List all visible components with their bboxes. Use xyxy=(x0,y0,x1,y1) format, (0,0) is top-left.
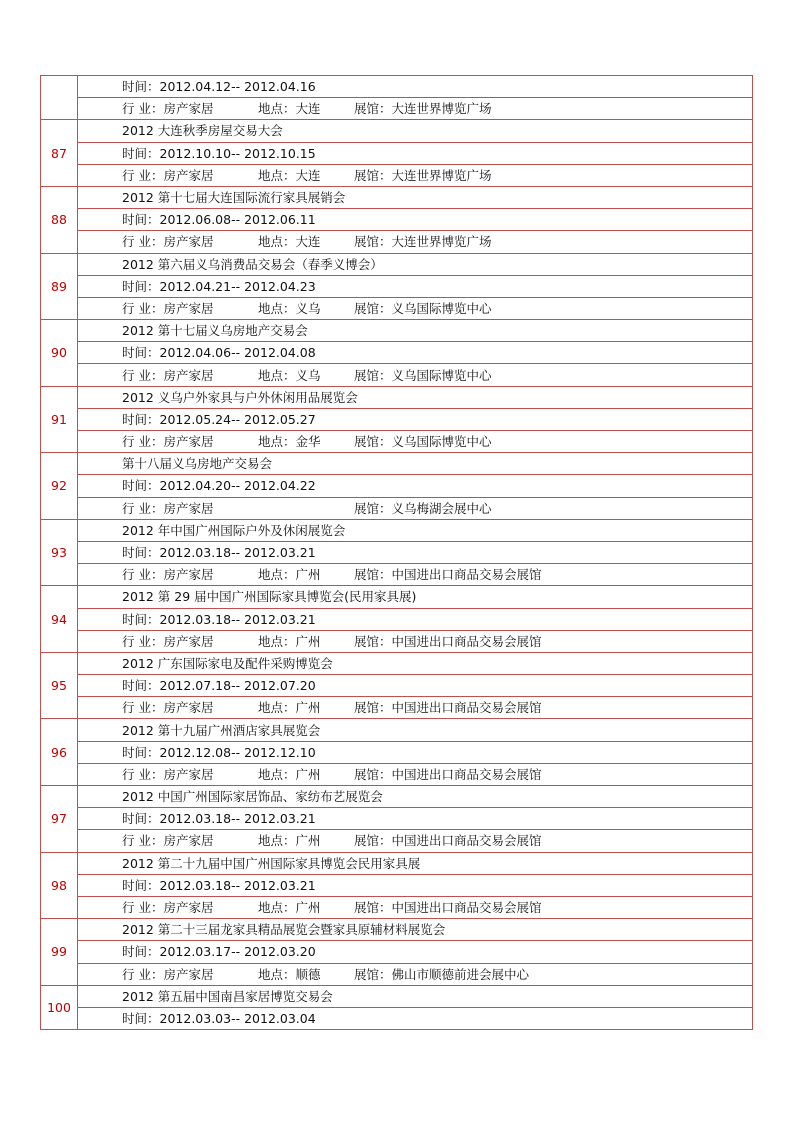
exhibition-table-body xyxy=(41,76,753,1030)
exhibit-row-title xyxy=(41,386,753,408)
venue-label: 展馆： xyxy=(354,367,392,383)
venue-label: 展馆： xyxy=(354,434,392,450)
location-field xyxy=(258,98,354,119)
entry-venue: 大连世界博览广场 xyxy=(391,167,492,183)
exhibit-row-ind xyxy=(41,830,753,852)
venue-field xyxy=(354,631,542,652)
location-field xyxy=(258,564,354,585)
entry-ind-cell xyxy=(78,963,753,985)
time-label: 时间： xyxy=(122,212,160,228)
entry-number: 100 xyxy=(41,985,78,1029)
industry-field xyxy=(122,231,258,252)
entry-number xyxy=(41,76,78,120)
time-label: 时间： xyxy=(122,278,160,294)
entry-time: 2012.03.18-- 2012.03.21 xyxy=(159,811,316,827)
location-field xyxy=(258,231,354,252)
industry-field xyxy=(122,631,258,652)
exhibit-row-title xyxy=(41,985,753,1007)
exhibit-row-time xyxy=(41,941,753,963)
venue-field xyxy=(354,697,542,718)
industry-label: 行 业： xyxy=(122,966,164,982)
entry-time-cell xyxy=(78,275,753,297)
exhibit-row-time xyxy=(41,675,753,697)
industry-field xyxy=(122,165,258,186)
entry-title-cell xyxy=(78,719,753,741)
entry-location: 广州 xyxy=(295,833,321,849)
exhibit-row-time xyxy=(41,541,753,563)
entry-venue: 中国进出口商品交易会展馆 xyxy=(391,766,542,782)
entry-industry: 房产家居 xyxy=(163,167,214,183)
entry-location: 顺德 xyxy=(295,966,321,982)
time-label: 时间： xyxy=(122,811,160,827)
location-field xyxy=(258,830,354,851)
industry-field xyxy=(122,365,258,386)
entry-industry: 房产家居 xyxy=(163,966,214,982)
entry-time-cell xyxy=(78,1007,753,1029)
exhibit-row-ind xyxy=(41,763,753,785)
industry-field xyxy=(122,764,258,785)
venue-label: 展馆： xyxy=(354,234,392,250)
entry-location: 大连 xyxy=(295,167,321,183)
exhibit-row-ind xyxy=(41,164,753,186)
industry-field xyxy=(122,431,258,452)
entry-time-cell xyxy=(78,475,753,497)
exhibit-row-time xyxy=(41,741,753,763)
exhibit-row-ind xyxy=(41,297,753,319)
industry-field xyxy=(122,298,258,319)
entry-title: 2012 第二十九届中国广州国际家具博览会民用家具展 xyxy=(122,855,421,871)
exhibit-row-title xyxy=(41,519,753,541)
entry-time-cell xyxy=(78,209,753,231)
entry-number: 98 xyxy=(41,852,78,919)
entry-venue: 义乌国际博览中心 xyxy=(391,367,492,383)
entry-title: 第十八届义乌房地产交易会 xyxy=(122,456,273,472)
time-label: 时间： xyxy=(122,79,160,95)
exhibit-row-time xyxy=(41,475,753,497)
location-field xyxy=(258,165,354,186)
time-label: 时间： xyxy=(122,345,160,361)
entry-industry: 房产家居 xyxy=(163,833,214,849)
entry-time-cell xyxy=(78,342,753,364)
exhibit-row-ind xyxy=(41,630,753,652)
industry-label: 行 业： xyxy=(122,700,164,716)
entry-ind-cell xyxy=(78,431,753,453)
entry-time: 2012.04.06-- 2012.04.08 xyxy=(159,345,316,361)
entry-ind-cell xyxy=(78,630,753,652)
exhibit-row-ind xyxy=(41,431,753,453)
industry-field xyxy=(122,964,258,985)
location-field xyxy=(258,697,354,718)
entry-location: 大连 xyxy=(295,101,321,117)
entry-location: 广州 xyxy=(295,567,321,583)
entry-time-cell xyxy=(78,741,753,763)
entry-ind-cell xyxy=(78,830,753,852)
entry-number: 99 xyxy=(41,919,78,986)
entry-time: 2012.12.08-- 2012.12.10 xyxy=(159,744,316,760)
exhibit-row-ind xyxy=(41,896,753,918)
entry-title-cell xyxy=(78,919,753,941)
exhibit-row-title xyxy=(41,453,753,475)
entry-time-cell xyxy=(78,142,753,164)
entry-title: 2012 大连秋季房屋交易大会 xyxy=(122,123,283,139)
location-label: 地点： xyxy=(258,300,296,316)
entry-time-cell xyxy=(78,675,753,697)
exhibit-row-ind xyxy=(41,98,753,120)
entry-location: 广州 xyxy=(295,766,321,782)
entry-industry: 房产家居 xyxy=(163,434,214,450)
location-field xyxy=(258,365,354,386)
entry-venue: 中国进出口商品交易会展馆 xyxy=(391,900,542,916)
entry-time-cell xyxy=(78,808,753,830)
location-field xyxy=(258,431,354,452)
entry-venue: 大连世界博览广场 xyxy=(391,234,492,250)
exhibit-row-time xyxy=(41,1007,753,1029)
entry-location: 广州 xyxy=(295,700,321,716)
entry-location: 广州 xyxy=(295,900,321,916)
venue-field xyxy=(354,431,492,452)
location-field xyxy=(258,298,354,319)
entry-venue: 义乌国际博览中心 xyxy=(391,434,492,450)
entry-venue: 中国进出口商品交易会展馆 xyxy=(391,700,542,716)
industry-label: 行 业： xyxy=(122,367,164,383)
time-label: 时间： xyxy=(122,944,160,960)
time-label: 时间： xyxy=(122,478,160,494)
entry-number: 97 xyxy=(41,786,78,853)
entry-location: 义乌 xyxy=(295,367,321,383)
venue-label: 展馆： xyxy=(354,167,392,183)
exhibit-row-ind xyxy=(41,364,753,386)
entry-number: 92 xyxy=(41,453,78,520)
entry-venue: 义乌梅湖会展中心 xyxy=(391,500,492,516)
exhibit-row-ind xyxy=(41,697,753,719)
entry-time-cell xyxy=(78,541,753,563)
venue-label: 展馆： xyxy=(354,567,392,583)
industry-label: 行 业： xyxy=(122,434,164,450)
exhibit-row-title xyxy=(41,719,753,741)
location-field xyxy=(258,897,354,918)
entry-number: 91 xyxy=(41,386,78,453)
entry-ind-cell xyxy=(78,564,753,586)
entry-time: 2012.03.18-- 2012.03.21 xyxy=(159,611,316,627)
industry-field xyxy=(122,697,258,718)
venue-field xyxy=(354,897,542,918)
entry-time-cell xyxy=(78,941,753,963)
entry-location: 义乌 xyxy=(295,300,321,316)
entry-ind-cell xyxy=(78,164,753,186)
entry-title-cell xyxy=(78,120,753,142)
entry-title-cell xyxy=(78,786,753,808)
entry-title-cell xyxy=(78,453,753,475)
time-label: 时间： xyxy=(122,678,160,694)
entry-ind-cell xyxy=(78,763,753,785)
entry-number: 89 xyxy=(41,253,78,320)
venue-field xyxy=(354,298,492,319)
entry-title-cell xyxy=(78,519,753,541)
entry-number: 90 xyxy=(41,320,78,387)
exhibit-row-time xyxy=(41,408,753,430)
time-label: 时间： xyxy=(122,611,160,627)
entry-venue: 中国进出口商品交易会展馆 xyxy=(391,833,542,849)
exhibit-row-title xyxy=(41,652,753,674)
location-label: 地点： xyxy=(258,766,296,782)
entry-title-cell xyxy=(78,253,753,275)
exhibit-row-time xyxy=(41,608,753,630)
exhibit-row-time xyxy=(41,275,753,297)
entry-title-cell xyxy=(78,586,753,608)
entry-industry: 房产家居 xyxy=(163,101,214,117)
exhibit-row-ind xyxy=(41,231,753,253)
entry-time: 2012.04.20-- 2012.04.22 xyxy=(159,478,316,494)
venue-field xyxy=(354,365,492,386)
location-label: 地点： xyxy=(258,567,296,583)
venue-field xyxy=(354,165,492,186)
exhibit-row-time xyxy=(41,142,753,164)
entry-time: 2012.03.18-- 2012.03.21 xyxy=(159,877,316,893)
venue-label: 展馆： xyxy=(354,101,392,117)
entry-title-cell xyxy=(78,320,753,342)
entry-time: 2012.03.18-- 2012.03.21 xyxy=(159,545,316,561)
location-label: 地点： xyxy=(258,434,296,450)
industry-field xyxy=(122,564,258,585)
industry-label: 行 业： xyxy=(122,167,164,183)
exhibit-row-ind xyxy=(41,963,753,985)
exhibit-row-time xyxy=(41,874,753,896)
exhibit-row-title xyxy=(41,320,753,342)
industry-label: 行 业： xyxy=(122,500,164,516)
entry-industry: 房产家居 xyxy=(163,633,214,649)
exhibit-row-time xyxy=(41,209,753,231)
venue-field xyxy=(354,764,542,785)
exhibit-row-title xyxy=(41,253,753,275)
entry-industry: 房产家居 xyxy=(163,234,214,250)
entry-time-cell xyxy=(78,608,753,630)
entry-title: 2012 广东国际家电及配件采购博览会 xyxy=(122,655,333,671)
exhibit-row-title xyxy=(41,786,753,808)
entry-title: 2012 第五届中国南昌家居博览交易会 xyxy=(122,988,333,1004)
entry-time-cell xyxy=(78,408,753,430)
entry-time: 2012.06.08-- 2012.06.11 xyxy=(159,212,316,228)
entry-industry: 房产家居 xyxy=(163,300,214,316)
entry-title-cell xyxy=(78,985,753,1007)
time-label: 时间： xyxy=(122,145,160,161)
entry-time: 2012.05.24-- 2012.05.27 xyxy=(159,411,316,427)
time-label: 时间： xyxy=(122,411,160,427)
time-label: 时间： xyxy=(122,545,160,561)
entry-number: 93 xyxy=(41,519,78,586)
industry-field xyxy=(122,830,258,851)
exhibition-table xyxy=(40,75,753,1030)
location-label: 地点： xyxy=(258,367,296,383)
time-label: 时间： xyxy=(122,744,160,760)
entry-time: 2012.03.03-- 2012.03.04 xyxy=(159,1010,316,1026)
exhibit-row-time xyxy=(41,342,753,364)
location-field xyxy=(258,631,354,652)
entry-title: 2012 中国广州国际家居饰品、家纺布艺展览会 xyxy=(122,789,383,805)
location-field xyxy=(258,764,354,785)
entry-ind-cell xyxy=(78,231,753,253)
location-label: 地点： xyxy=(258,966,296,982)
venue-field xyxy=(354,564,542,585)
entry-time: 2012.07.18-- 2012.07.20 xyxy=(159,678,316,694)
entry-location: 金华 xyxy=(295,434,321,450)
location-label: 地点： xyxy=(258,633,296,649)
entry-time: 2012.03.17-- 2012.03.20 xyxy=(159,944,316,960)
entry-venue: 中国进出口商品交易会展馆 xyxy=(391,567,542,583)
exhibit-row-title xyxy=(41,852,753,874)
entry-title-cell xyxy=(78,852,753,874)
entry-title: 2012 第十九届广州酒店家具展览会 xyxy=(122,722,321,738)
exhibit-row-time xyxy=(41,76,753,98)
entry-title-cell xyxy=(78,386,753,408)
venue-label: 展馆： xyxy=(354,700,392,716)
entry-ind-cell xyxy=(78,98,753,120)
entry-industry: 房产家居 xyxy=(163,567,214,583)
entry-number: 87 xyxy=(41,120,78,187)
entry-industry: 房产家居 xyxy=(163,766,214,782)
industry-label: 行 业： xyxy=(122,567,164,583)
venue-label: 展馆： xyxy=(354,500,392,516)
venue-label: 展馆： xyxy=(354,300,392,316)
location-label: 地点： xyxy=(258,101,296,117)
venue-label: 展馆： xyxy=(354,633,392,649)
entry-location: 大连 xyxy=(295,234,321,250)
location-label: 地点： xyxy=(258,167,296,183)
exhibit-row-title xyxy=(41,586,753,608)
exhibit-row-time xyxy=(41,808,753,830)
entry-number: 96 xyxy=(41,719,78,786)
entry-time-cell xyxy=(78,874,753,896)
entry-number: 95 xyxy=(41,652,78,719)
entry-venue: 中国进出口商品交易会展馆 xyxy=(391,633,542,649)
entry-venue: 大连世界博览广场 xyxy=(391,101,492,117)
entry-time: 2012.04.12-- 2012.04.16 xyxy=(159,79,316,95)
entry-time-cell xyxy=(78,76,753,98)
entry-ind-cell xyxy=(78,896,753,918)
venue-field xyxy=(354,964,529,985)
entry-ind-cell xyxy=(78,364,753,386)
location-label: 地点： xyxy=(258,234,296,250)
entry-title: 2012 义乌户外家具与户外休闲用品展览会 xyxy=(122,389,358,405)
entry-title: 2012 第十七届义乌房地产交易会 xyxy=(122,323,308,339)
entry-title-cell xyxy=(78,186,753,208)
entry-industry: 房产家居 xyxy=(163,500,214,516)
industry-label: 行 业： xyxy=(122,101,164,117)
venue-label: 展馆： xyxy=(354,900,392,916)
industry-label: 行 业： xyxy=(122,833,164,849)
location-label: 地点： xyxy=(258,833,296,849)
exhibit-row-ind xyxy=(41,497,753,519)
entry-number: 94 xyxy=(41,586,78,653)
industry-label: 行 业： xyxy=(122,900,164,916)
location-label: 地点： xyxy=(258,700,296,716)
industry-label: 行 业： xyxy=(122,234,164,250)
venue-label: 展馆： xyxy=(354,966,392,982)
entry-location: 广州 xyxy=(295,633,321,649)
venue-field xyxy=(354,830,542,851)
entry-title: 2012 年中国广州国际户外及休闲展览会 xyxy=(122,522,346,538)
industry-field xyxy=(122,897,258,918)
industry-field xyxy=(122,98,258,119)
entry-industry: 房产家居 xyxy=(163,700,214,716)
industry-label: 行 业： xyxy=(122,633,164,649)
entry-number: 88 xyxy=(41,186,78,253)
entry-ind-cell xyxy=(78,697,753,719)
industry-field xyxy=(122,498,258,519)
venue-label: 展馆： xyxy=(354,766,392,782)
entry-time: 2012.04.21-- 2012.04.23 xyxy=(159,278,316,294)
entry-venue: 佛山市顺德前进会展中心 xyxy=(391,966,530,982)
time-label: 时间： xyxy=(122,877,160,893)
entry-ind-cell xyxy=(78,297,753,319)
entry-title-cell xyxy=(78,652,753,674)
time-label: 时间： xyxy=(122,1010,160,1026)
entry-title: 2012 第 29 届中国广州国际家具博览会(民用家具展) xyxy=(122,589,417,605)
venue-field xyxy=(354,98,492,119)
venue-field xyxy=(354,231,492,252)
exhibit-row-title xyxy=(41,186,753,208)
entry-time: 2012.10.10-- 2012.10.15 xyxy=(159,145,316,161)
exhibit-row-title xyxy=(41,919,753,941)
exhibit-row-ind xyxy=(41,564,753,586)
exhibit-row-title xyxy=(41,120,753,142)
entry-title: 2012 第二十三届龙家具精品展览会暨家具原辅材料展览会 xyxy=(122,922,446,938)
location-label: 地点： xyxy=(258,900,296,916)
entry-title: 2012 第六届义乌消费品交易会（春季义博会） xyxy=(122,256,383,272)
venue-label: 展馆： xyxy=(354,833,392,849)
entry-industry: 房产家居 xyxy=(163,900,214,916)
location-field xyxy=(258,964,354,985)
entry-venue: 义乌国际博览中心 xyxy=(391,300,492,316)
entry-ind-cell xyxy=(78,497,753,519)
entry-industry: 房产家居 xyxy=(163,367,214,383)
industry-label: 行 业： xyxy=(122,300,164,316)
industry-label: 行 业： xyxy=(122,766,164,782)
entry-title: 2012 第十七届大连国际流行家具展销会 xyxy=(122,190,346,206)
venue-field xyxy=(354,498,492,519)
